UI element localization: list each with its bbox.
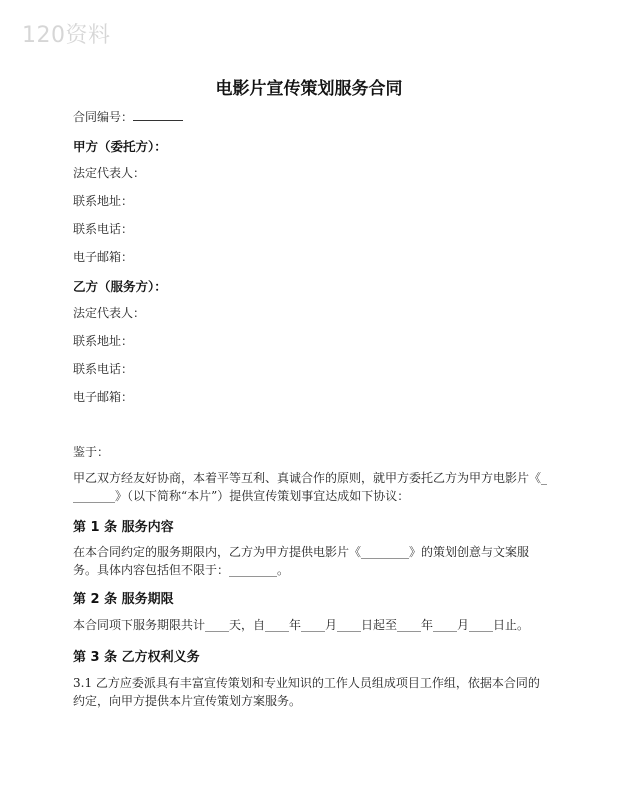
party-b-email: 电子邮箱： (73, 390, 134, 404)
article-1-heading: 第 1 条 服务内容 (73, 520, 174, 535)
article-3-body (73, 674, 553, 710)
contract-number (73, 108, 183, 125)
article-2-line-1: 本合同项下服务期限共计____天，自____年____月____日起至____年____月____日止。 (73, 618, 530, 632)
article-3-line-2: 约定，向甲方提供本片宣传策划方案服务。 (73, 694, 302, 708)
contract-number-blank (133, 108, 183, 121)
article-2-heading: 第 2 条 服务期限 (73, 592, 174, 607)
article-1-line-2: 务。具体内容包括但不限于：________。 (73, 563, 290, 577)
article-1-body (73, 543, 553, 579)
document-title: 电影片宣传策划服务合同 (215, 79, 403, 99)
intro-line-2: _______》（以下简称“本片”）提供宣传策划事宜达成如下协议： (73, 489, 410, 503)
party-b-legal-rep: 法定代表人： (73, 306, 146, 320)
party-b-phone: 联系电话： (73, 362, 134, 376)
watermark: 120资料 (22, 23, 111, 48)
article-1-line-1: 在本合同约定的服务期限内，乙方为甲方提供电影片《________》的策划创意与文案服 (73, 545, 530, 559)
contract-number-label: 合同编号： (73, 110, 134, 124)
whereas-label: 鉴于： (73, 445, 110, 459)
article-3-heading: 第 3 条 乙方权利义务 (73, 650, 200, 665)
party-b-address: 联系地址： (73, 334, 134, 348)
party-a-phone: 联系电话： (73, 222, 134, 236)
intro-line-1: 甲乙双方经友好协商，本着平等互利、真诚合作的原则，就甲方委托乙方为甲方电影片《_ (73, 471, 548, 485)
party-a-heading: 甲方（委托方）： (73, 139, 167, 154)
party-b-heading: 乙方（服务方）： (73, 279, 167, 294)
party-a-legal-rep: 法定代表人： (73, 166, 146, 180)
intro-paragraph (73, 469, 553, 505)
party-a-email: 电子邮箱： (73, 250, 134, 264)
article-2-body (73, 616, 553, 634)
party-a-address: 联系地址： (73, 194, 134, 208)
article-3-line-1: 3.1 乙方应委派具有丰富宣传策划和专业知识的工作人员组成项目工作组，依据本合同的 (73, 676, 540, 690)
